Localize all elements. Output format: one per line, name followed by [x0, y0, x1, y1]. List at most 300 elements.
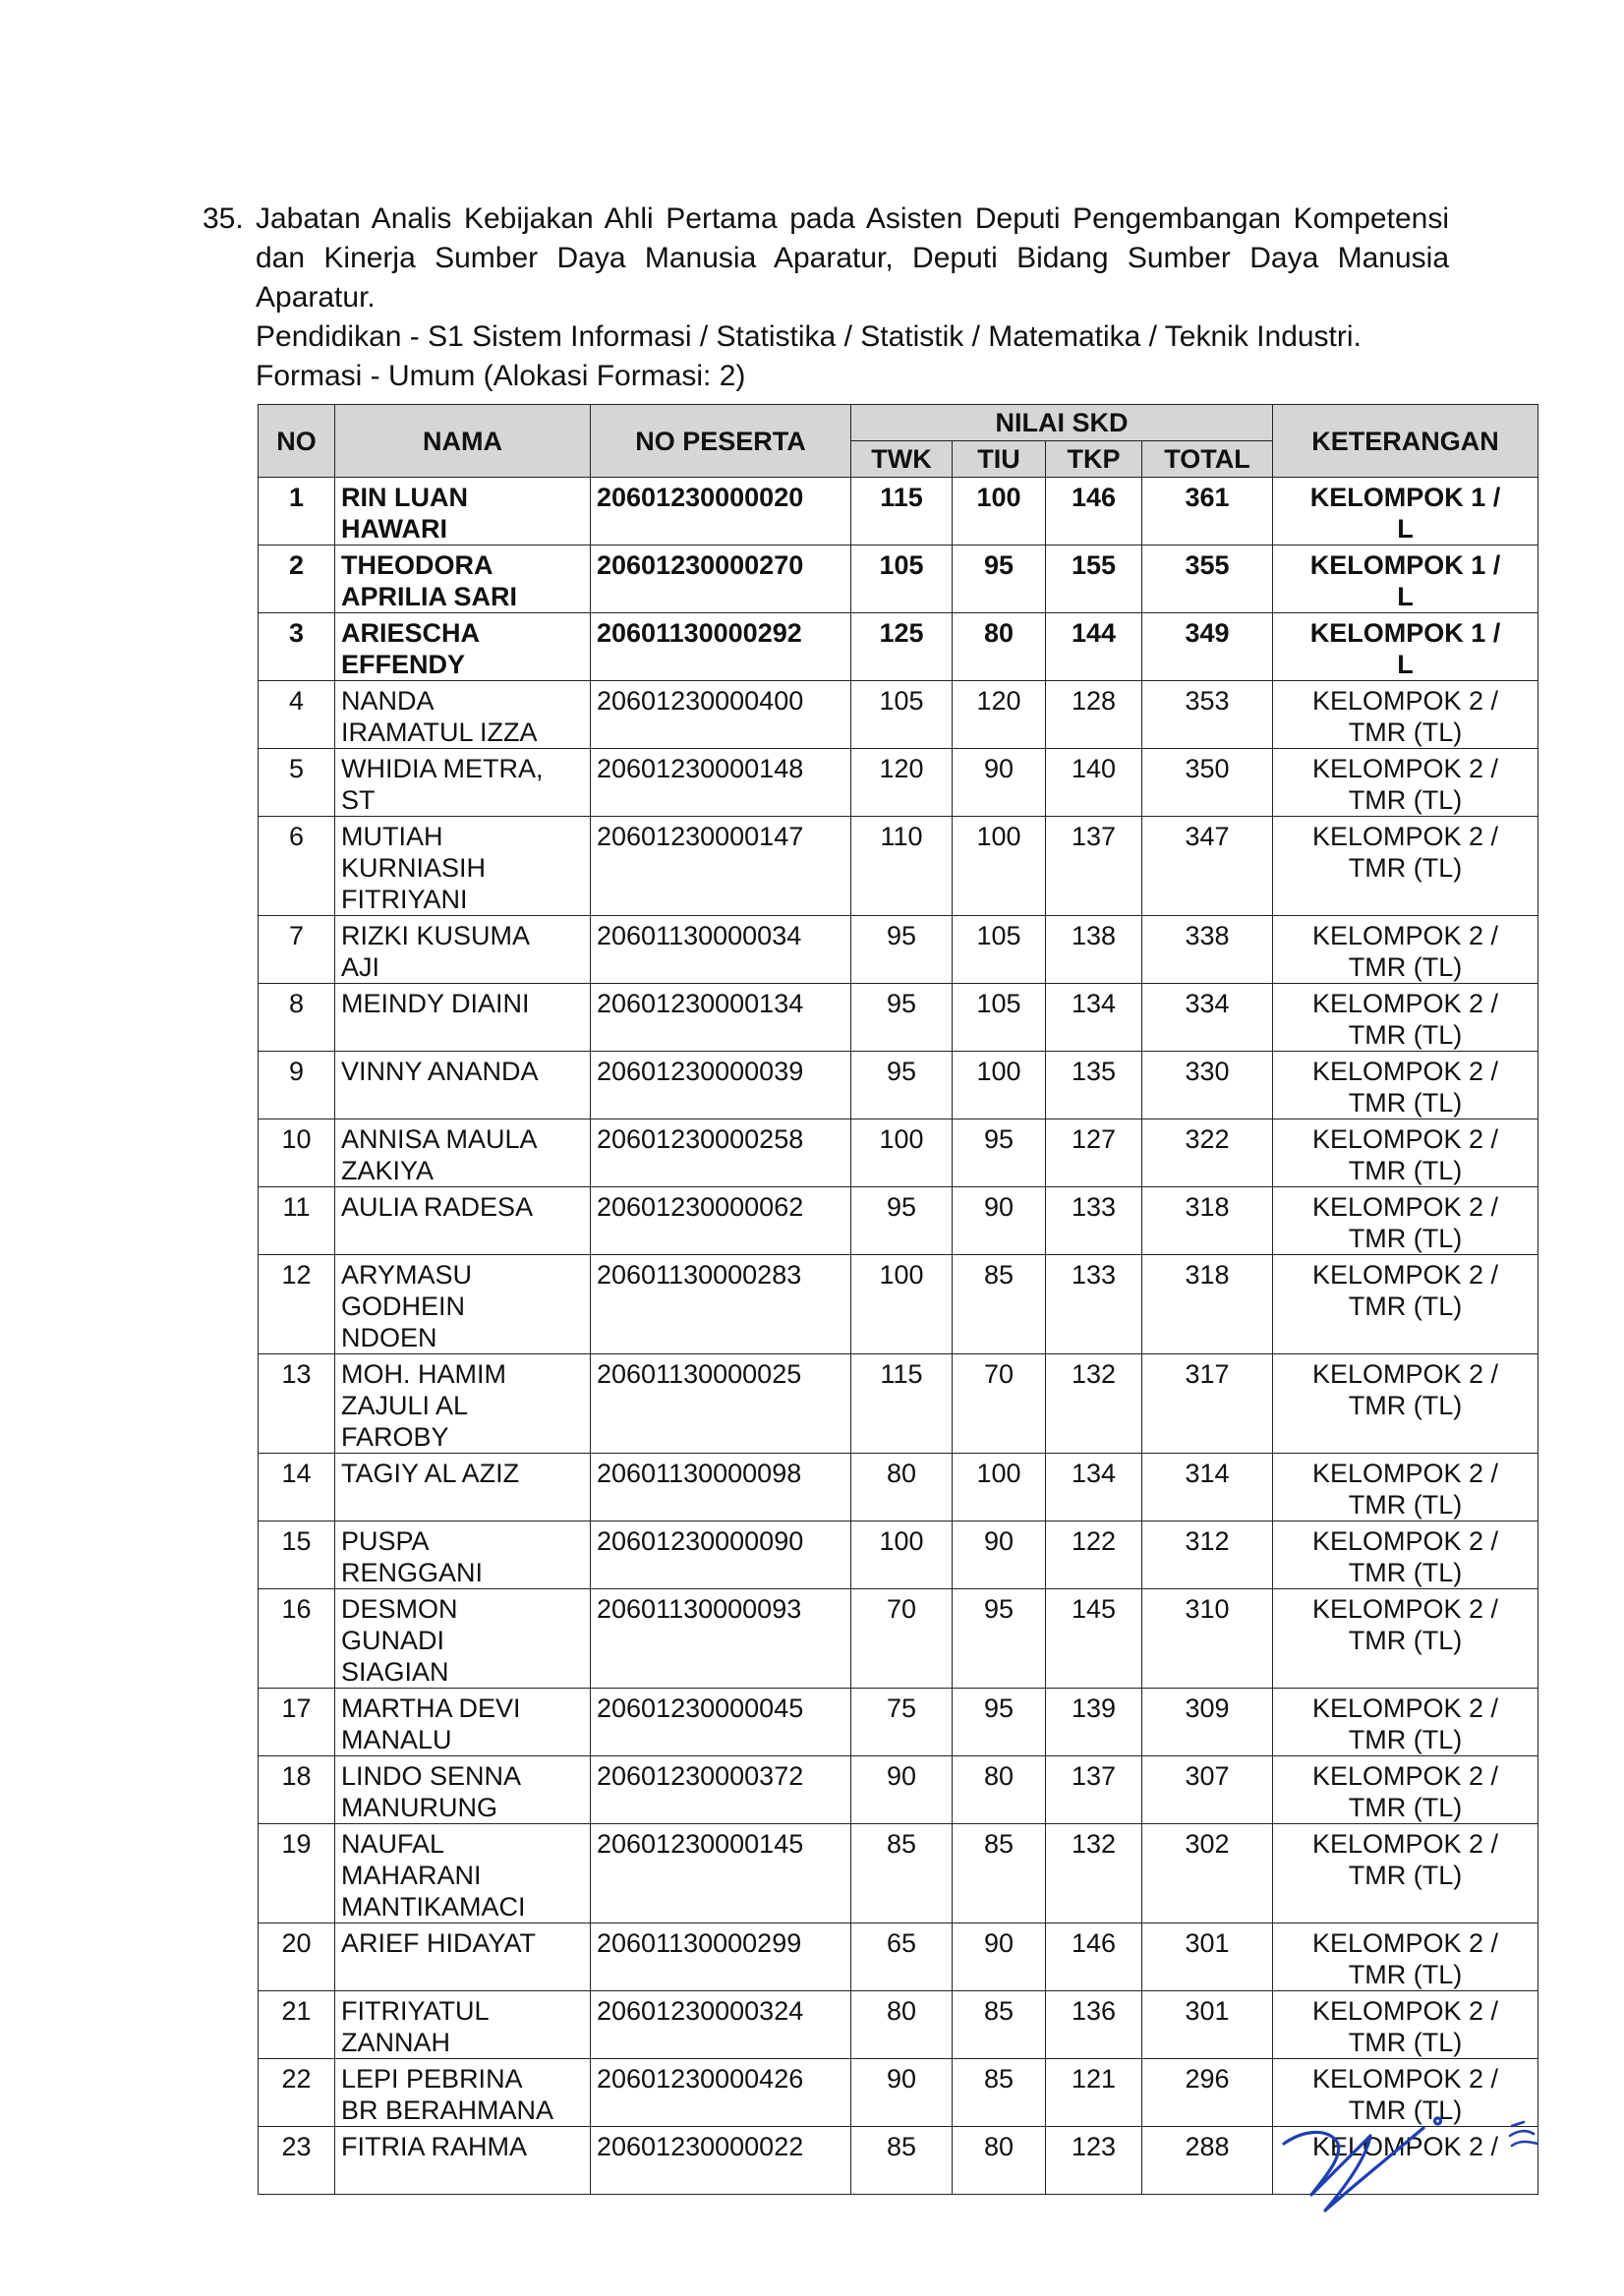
row-twk: 95 [851, 984, 953, 1052]
row-twk: 95 [851, 1187, 953, 1255]
row-keterangan-line: TMR (TL) [1348, 1725, 1463, 1754]
table-row [259, 1689, 1538, 1756]
row-keterangan-line: KELOMPOK 2 / [1311, 1829, 1499, 1859]
row-no: 22 [259, 2059, 335, 2127]
header-no-peserta: NO PESERTA [591, 405, 851, 478]
row-nama [335, 817, 591, 916]
row-nama-line: MARTHA DEVI [341, 1693, 521, 1723]
row-keterangan-line: TMR (TL) [1348, 1793, 1463, 1822]
row-nama-line: ZANNAH [341, 2028, 451, 2057]
row-total: 353 [1142, 681, 1273, 749]
row-keterangan [1273, 1187, 1538, 1255]
row-keterangan [1273, 1991, 1538, 2059]
row-no-peserta: 20601230000324 [591, 1991, 851, 2059]
row-keterangan-line: TMR (TL) [1348, 1626, 1463, 1655]
row-total: 312 [1142, 1521, 1273, 1589]
row-twk: 95 [851, 1052, 953, 1119]
row-nama-line: ZAKIYA [341, 1156, 435, 1185]
row-keterangan [1273, 613, 1538, 681]
row-total: 349 [1142, 613, 1273, 681]
education-requirement: Pendidikan - S1 Sistem Informasi / Statistika / Statistik / Matematika / Teknik Industri. [256, 320, 1362, 353]
row-tiu: 100 [953, 1052, 1046, 1119]
row-no-peserta: 20601130000098 [591, 1454, 851, 1521]
row-tkp: 133 [1046, 1187, 1142, 1255]
position-title-line-2: dan Kinerja Sumber Daya Manusia Aparatur, Deputi Bidang Sumber Daya Manusia [256, 242, 1449, 274]
row-nama-line: ANNISA MAULA [341, 1124, 538, 1154]
row-keterangan-line: L [1397, 582, 1414, 611]
row-nama-line: ST [341, 785, 376, 815]
row-nama [335, 545, 591, 613]
row-nama-line: GODHEIN [341, 1292, 466, 1321]
row-nama-line: WHIDIA METRA, [341, 754, 544, 783]
row-keterangan-line: TMR (TL) [1348, 1490, 1463, 1520]
row-keterangan [1273, 749, 1538, 817]
row-keterangan-line: KELOMPOK 2 / [1311, 2132, 1499, 2161]
row-tkp: 140 [1046, 749, 1142, 817]
row-nama-line: NDOEN [341, 1323, 437, 1352]
row-tiu: 120 [953, 681, 1046, 749]
results-table [258, 404, 1538, 2195]
row-tiu: 80 [953, 613, 1046, 681]
row-tkp: 139 [1046, 1689, 1142, 1756]
row-no: 9 [259, 1052, 335, 1119]
row-no-peserta: 20601230000020 [591, 478, 851, 545]
row-tiu: 80 [953, 2127, 1046, 2195]
row-total: 288 [1142, 2127, 1273, 2195]
row-no-peserta: 20601230000426 [591, 2059, 851, 2127]
row-twk: 80 [851, 1454, 953, 1521]
row-keterangan-line: KELOMPOK 2 / [1311, 1594, 1499, 1624]
table-row [259, 478, 1538, 545]
row-total: 318 [1142, 1255, 1273, 1354]
row-tiu: 90 [953, 1923, 1046, 1991]
row-tiu: 100 [953, 478, 1046, 545]
row-tkp: 144 [1046, 613, 1142, 681]
row-nama [335, 984, 591, 1052]
row-total: 322 [1142, 1119, 1273, 1187]
row-no: 15 [259, 1521, 335, 1589]
row-tkp: 121 [1046, 2059, 1142, 2127]
row-twk: 115 [851, 478, 953, 545]
row-no: 18 [259, 1756, 335, 1824]
row-nama [335, 1991, 591, 2059]
row-keterangan-line: TMR (TL) [1348, 1224, 1463, 1253]
header-tiu: TIU [953, 441, 1046, 478]
row-total: 350 [1142, 749, 1273, 817]
row-nama-line: NAUFAL [341, 1829, 445, 1859]
row-keterangan-line: KELOMPOK 2 / [1311, 1260, 1499, 1290]
row-no: 12 [259, 1255, 335, 1354]
row-tkp: 132 [1046, 1824, 1142, 1923]
row-tiu: 95 [953, 1589, 1046, 1689]
row-tiu: 95 [953, 1119, 1046, 1187]
row-nama-line: RENGGANI [341, 1558, 484, 1587]
row-no-peserta: 20601230000134 [591, 984, 851, 1052]
row-nama [335, 1589, 591, 1689]
row-nama-line [341, 2162, 584, 2194]
row-keterangan [1273, 1756, 1538, 1824]
row-twk: 120 [851, 749, 953, 817]
row-keterangan [1273, 1255, 1538, 1354]
row-keterangan-line: KELOMPOK 2 / [1311, 1928, 1499, 1958]
row-tiu: 105 [953, 916, 1046, 984]
row-keterangan-line: L [1397, 650, 1414, 679]
row-nama-line: LINDO SENNA [341, 1761, 522, 1791]
row-no: 20 [259, 1923, 335, 1991]
row-no-peserta: 20601130000034 [591, 916, 851, 984]
row-nama [335, 1454, 591, 1521]
row-tkp: 135 [1046, 1052, 1142, 1119]
row-no-peserta: 20601230000045 [591, 1689, 851, 1756]
row-nama [335, 1521, 591, 1589]
row-twk: 80 [851, 1991, 953, 2059]
row-tkp: 133 [1046, 1255, 1142, 1354]
initial-mark [1504, 2118, 1543, 2157]
row-keterangan-line: TMR (TL) [1348, 785, 1463, 815]
row-nama-line: VINNY ANANDA [341, 1057, 539, 1086]
row-twk: 85 [851, 2127, 953, 2195]
row-nama-line: THEODORA [341, 550, 493, 580]
row-nama-line: GUNADI [341, 1626, 445, 1655]
row-tiu: 100 [953, 1454, 1046, 1521]
row-total: 307 [1142, 1756, 1273, 1824]
row-keterangan [1273, 916, 1538, 984]
row-total: 317 [1142, 1354, 1273, 1454]
row-nama-line: MANURUNG [341, 1793, 497, 1822]
header-no: NO [259, 405, 335, 478]
table-row [259, 1119, 1538, 1187]
row-nama [335, 1689, 591, 1756]
row-keterangan [1273, 1119, 1538, 1187]
row-nama-line: MUTIAH [341, 822, 443, 851]
row-nama [335, 2059, 591, 2127]
row-keterangan-line: KELOMPOK 2 / [1311, 1761, 1499, 1791]
table-row [259, 1255, 1538, 1354]
header-total: TOTAL [1142, 441, 1273, 478]
row-twk: 90 [851, 2059, 953, 2127]
row-tkp: 145 [1046, 1589, 1142, 1689]
row-nama-line: DESMON [341, 1594, 458, 1624]
row-twk: 100 [851, 1521, 953, 1589]
row-tkp: 127 [1046, 1119, 1142, 1187]
row-nama-line: ARIEF HIDAYAT [341, 1928, 537, 1958]
row-twk: 75 [851, 1689, 953, 1756]
row-nama [335, 1255, 591, 1354]
row-nama [335, 1923, 591, 1991]
row-keterangan-line: TMR (TL) [1348, 1020, 1463, 1050]
row-total: 302 [1142, 1824, 1273, 1923]
row-twk: 110 [851, 817, 953, 916]
row-nama-line: MOH. HAMIM [341, 1359, 506, 1389]
row-keterangan-line: KELOMPOK 2 / [1311, 1693, 1499, 1723]
row-total: 330 [1142, 1052, 1273, 1119]
row-tiu: 85 [953, 2059, 1046, 2127]
table-row [259, 749, 1538, 817]
row-no: 23 [259, 2127, 335, 2195]
row-no-peserta: 20601230000145 [591, 1824, 851, 1923]
row-no-peserta: 20601130000093 [591, 1589, 851, 1689]
table-body [259, 478, 1538, 2195]
row-no-peserta: 20601130000292 [591, 613, 851, 681]
row-keterangan [1273, 1689, 1538, 1756]
row-keterangan-line: TMR (TL) [1348, 1960, 1463, 1989]
row-no-peserta: 20601230000022 [591, 2127, 851, 2195]
row-keterangan [1273, 1923, 1538, 1991]
row-no: 6 [259, 817, 335, 916]
table-row [259, 1756, 1538, 1824]
row-no: 11 [259, 1187, 335, 1255]
row-keterangan [1273, 1824, 1538, 1923]
row-total: 309 [1142, 1689, 1273, 1756]
table-row [259, 1923, 1538, 1991]
header-row [259, 405, 1538, 441]
row-no-peserta: 20601230000372 [591, 1756, 851, 1824]
row-tiu: 95 [953, 545, 1046, 613]
row-keterangan-line: KELOMPOK 2 / [1311, 822, 1499, 851]
position-title-line-1: Jabatan Analis Kebijakan Ahli Pertama pada Asisten Deputi Pengembangan Kompetensi [256, 202, 1449, 235]
header-nama: NAMA [335, 405, 591, 478]
row-no-peserta: 20601130000299 [591, 1923, 851, 1991]
table-row [259, 1521, 1538, 1589]
row-total: 301 [1142, 1923, 1273, 1991]
row-keterangan-line: KELOMPOK 2 / [1311, 1192, 1499, 1222]
row-no-peserta: 20601230000270 [591, 545, 851, 613]
row-total: 310 [1142, 1589, 1273, 1689]
row-twk: 100 [851, 1255, 953, 1354]
row-nama-line: FITRIA RAHMA [341, 2132, 528, 2161]
row-keterangan-line: TMR (TL) [1348, 718, 1463, 747]
row-tiu: 85 [953, 1255, 1046, 1354]
row-twk: 105 [851, 681, 953, 749]
row-twk: 95 [851, 916, 953, 984]
row-keterangan-line: KELOMPOK 2 / [1311, 989, 1499, 1018]
row-nama-line: ZAJULI AL [341, 1391, 469, 1420]
row-tkp: 146 [1046, 478, 1142, 545]
row-no: 1 [259, 478, 335, 545]
row-no: 2 [259, 545, 335, 613]
row-total: 314 [1142, 1454, 1273, 1521]
row-nama-line: FAROBY [341, 1422, 449, 1452]
row-tkp: 128 [1046, 681, 1142, 749]
row-nama-line: NANDA [341, 686, 435, 716]
row-no: 5 [259, 749, 335, 817]
row-nama-line: AULIA RADESA [341, 1192, 534, 1222]
header-twk: TWK [851, 441, 953, 478]
position-description [203, 200, 1449, 396]
header-keterangan: KETERANGAN [1273, 405, 1538, 478]
row-tiu: 100 [953, 817, 1046, 916]
header-tkp: TKP [1046, 441, 1142, 478]
row-keterangan [1273, 1521, 1538, 1589]
row-keterangan-line: KELOMPOK 1 / [1309, 483, 1501, 512]
row-keterangan [1273, 817, 1538, 916]
row-keterangan [1273, 1354, 1538, 1454]
table-row [259, 1991, 1538, 2059]
row-keterangan-line: KELOMPOK 2 / [1311, 754, 1499, 783]
row-nama [335, 613, 591, 681]
row-twk: 65 [851, 1923, 953, 1991]
row-nama-line: LEPI PEBRINA [341, 2064, 523, 2094]
row-keterangan-line: KELOMPOK 2 / [1311, 686, 1499, 716]
row-keterangan-line: TMR (TL) [1348, 1088, 1463, 1118]
row-keterangan-line: KELOMPOK 2 / [1311, 1459, 1499, 1488]
table-row [259, 984, 1538, 1052]
row-nama-line: KURNIASIH [341, 853, 487, 883]
row-keterangan-line: L [1397, 514, 1414, 544]
row-keterangan-line: TMR (TL) [1348, 853, 1463, 883]
row-nama-line: HAWARI [341, 514, 447, 544]
row-no-peserta: 20601130000283 [591, 1255, 851, 1354]
table-row [259, 1052, 1538, 1119]
formation-info: Formasi - Umum (Alokasi Formasi: 2) [256, 360, 746, 392]
row-keterangan-line: TMR (TL) [1348, 1861, 1463, 1890]
table-row [259, 1187, 1538, 1255]
row-twk: 125 [851, 613, 953, 681]
table-row [259, 545, 1538, 613]
row-no-peserta: 20601130000025 [591, 1354, 851, 1454]
row-nama-line: APRILIA SARI [341, 582, 518, 611]
row-nama [335, 681, 591, 749]
row-keterangan-line: KELOMPOK 2 / [1311, 1526, 1499, 1556]
row-twk: 115 [851, 1354, 953, 1454]
row-twk: 105 [851, 545, 953, 613]
row-nama [335, 478, 591, 545]
row-no-peserta: 20601230000039 [591, 1052, 851, 1119]
row-nama-line: ARIESCHA [341, 618, 481, 648]
table-row [259, 817, 1538, 916]
row-keterangan-line: TMR (TL) [1348, 2028, 1463, 2057]
row-keterangan [1273, 1052, 1538, 1119]
row-keterangan [1273, 545, 1538, 613]
row-tiu: 70 [953, 1354, 1046, 1454]
row-nama-line: EFFENDY [341, 650, 466, 679]
row-no: 19 [259, 1824, 335, 1923]
row-tkp: 137 [1046, 1756, 1142, 1824]
row-no-peserta: 20601230000062 [591, 1187, 851, 1255]
row-keterangan [1273, 1589, 1538, 1689]
row-total: 347 [1142, 817, 1273, 916]
row-no-peserta: 20601230000090 [591, 1521, 851, 1589]
row-total: 296 [1142, 2059, 1273, 2127]
row-nama [335, 1756, 591, 1824]
row-no: 10 [259, 1119, 335, 1187]
row-tkp: 137 [1046, 817, 1142, 916]
row-keterangan-line: TMR (TL) [1348, 1292, 1463, 1321]
row-total: 338 [1142, 916, 1273, 984]
row-keterangan [1273, 681, 1538, 749]
row-tkp: 136 [1046, 1991, 1142, 2059]
row-tiu: 85 [953, 1824, 1046, 1923]
row-no: 8 [259, 984, 335, 1052]
row-tkp: 134 [1046, 984, 1142, 1052]
table-row [259, 1824, 1538, 1923]
row-keterangan-line: KELOMPOK 2 / [1311, 1124, 1499, 1154]
row-tkp: 134 [1046, 1454, 1142, 1521]
row-nama-line: MANTIKAMACI [341, 1892, 526, 1922]
row-no: 7 [259, 916, 335, 984]
item-number: 35. [203, 202, 244, 235]
row-twk: 70 [851, 1589, 953, 1689]
row-twk: 100 [851, 1119, 953, 1187]
row-nama [335, 1187, 591, 1255]
row-nama-line: RIN LUAN [341, 483, 468, 512]
header-nilai-skd: NILAI SKD [851, 405, 1273, 441]
row-keterangan [1273, 478, 1538, 545]
row-tiu: 95 [953, 1689, 1046, 1756]
position-title-line-3: Aparatur. [256, 281, 376, 314]
row-tkp: 146 [1046, 1923, 1142, 1991]
table-row [259, 613, 1538, 681]
row-nama [335, 1119, 591, 1187]
row-total: 361 [1142, 478, 1273, 545]
row-no-peserta: 20601230000258 [591, 1119, 851, 1187]
signature-paraf [1276, 2108, 1492, 2221]
row-total: 318 [1142, 1187, 1273, 1255]
row-tiu: 105 [953, 984, 1046, 1052]
row-no: 4 [259, 681, 335, 749]
row-nama-line: RIZKI KUSUMA [341, 921, 531, 950]
row-tkp: 138 [1046, 916, 1142, 984]
row-no: 16 [259, 1589, 335, 1689]
table-row [259, 1354, 1538, 1454]
row-nama-line: FITRIYATUL [341, 1996, 490, 2026]
row-no-peserta: 20601230000148 [591, 749, 851, 817]
row-keterangan-line: KELOMPOK 2 / [1311, 2064, 1499, 2094]
row-keterangan-line: KELOMPOK 2 / [1311, 921, 1499, 950]
row-nama-line: TAGIY AL AZIZ [341, 1459, 520, 1488]
row-keterangan-line: KELOMPOK 1 / [1309, 618, 1501, 648]
row-nama-line: FITRIYANI [341, 885, 468, 914]
row-nama-line: MANALU [341, 1725, 452, 1754]
row-nama [335, 1354, 591, 1454]
row-no: 17 [259, 1689, 335, 1756]
row-keterangan [1273, 984, 1538, 1052]
row-twk: 85 [851, 1824, 953, 1923]
row-keterangan-line: KELOMPOK 1 / [1309, 550, 1501, 580]
row-tkp: 123 [1046, 2127, 1142, 2195]
row-nama [335, 916, 591, 984]
row-no-peserta: 20601230000400 [591, 681, 851, 749]
row-nama-line: MEINDY DIAINI [341, 989, 530, 1018]
row-nama [335, 1824, 591, 1923]
row-no: 21 [259, 1991, 335, 2059]
row-nama-line: IRAMATUL IZZA [341, 718, 538, 747]
row-nama [335, 749, 591, 817]
row-tiu: 90 [953, 1521, 1046, 1589]
row-no: 13 [259, 1354, 335, 1454]
row-no-peserta: 20601230000147 [591, 817, 851, 916]
row-tiu: 90 [953, 1187, 1046, 1255]
row-tiu: 90 [953, 749, 1046, 817]
row-nama-line: MAHARANI [341, 1861, 482, 1890]
row-nama-line: SIAGIAN [341, 1657, 449, 1687]
row-no: 3 [259, 613, 335, 681]
row-twk: 90 [851, 1756, 953, 1824]
row-tiu: 85 [953, 1991, 1046, 2059]
row-keterangan-line: KELOMPOK 2 / [1311, 1996, 1499, 2026]
row-nama [335, 2127, 591, 2195]
table-row [259, 1589, 1538, 1689]
row-keterangan-line: KELOMPOK 2 / [1311, 1057, 1499, 1086]
table-row [259, 1454, 1538, 1521]
row-tiu: 80 [953, 1756, 1046, 1824]
row-total: 355 [1142, 545, 1273, 613]
row-total: 334 [1142, 984, 1273, 1052]
row-nama-line: PUSPA [341, 1526, 430, 1556]
row-tkp: 132 [1046, 1354, 1142, 1454]
row-no: 14 [259, 1454, 335, 1521]
row-total: 301 [1142, 1991, 1273, 2059]
